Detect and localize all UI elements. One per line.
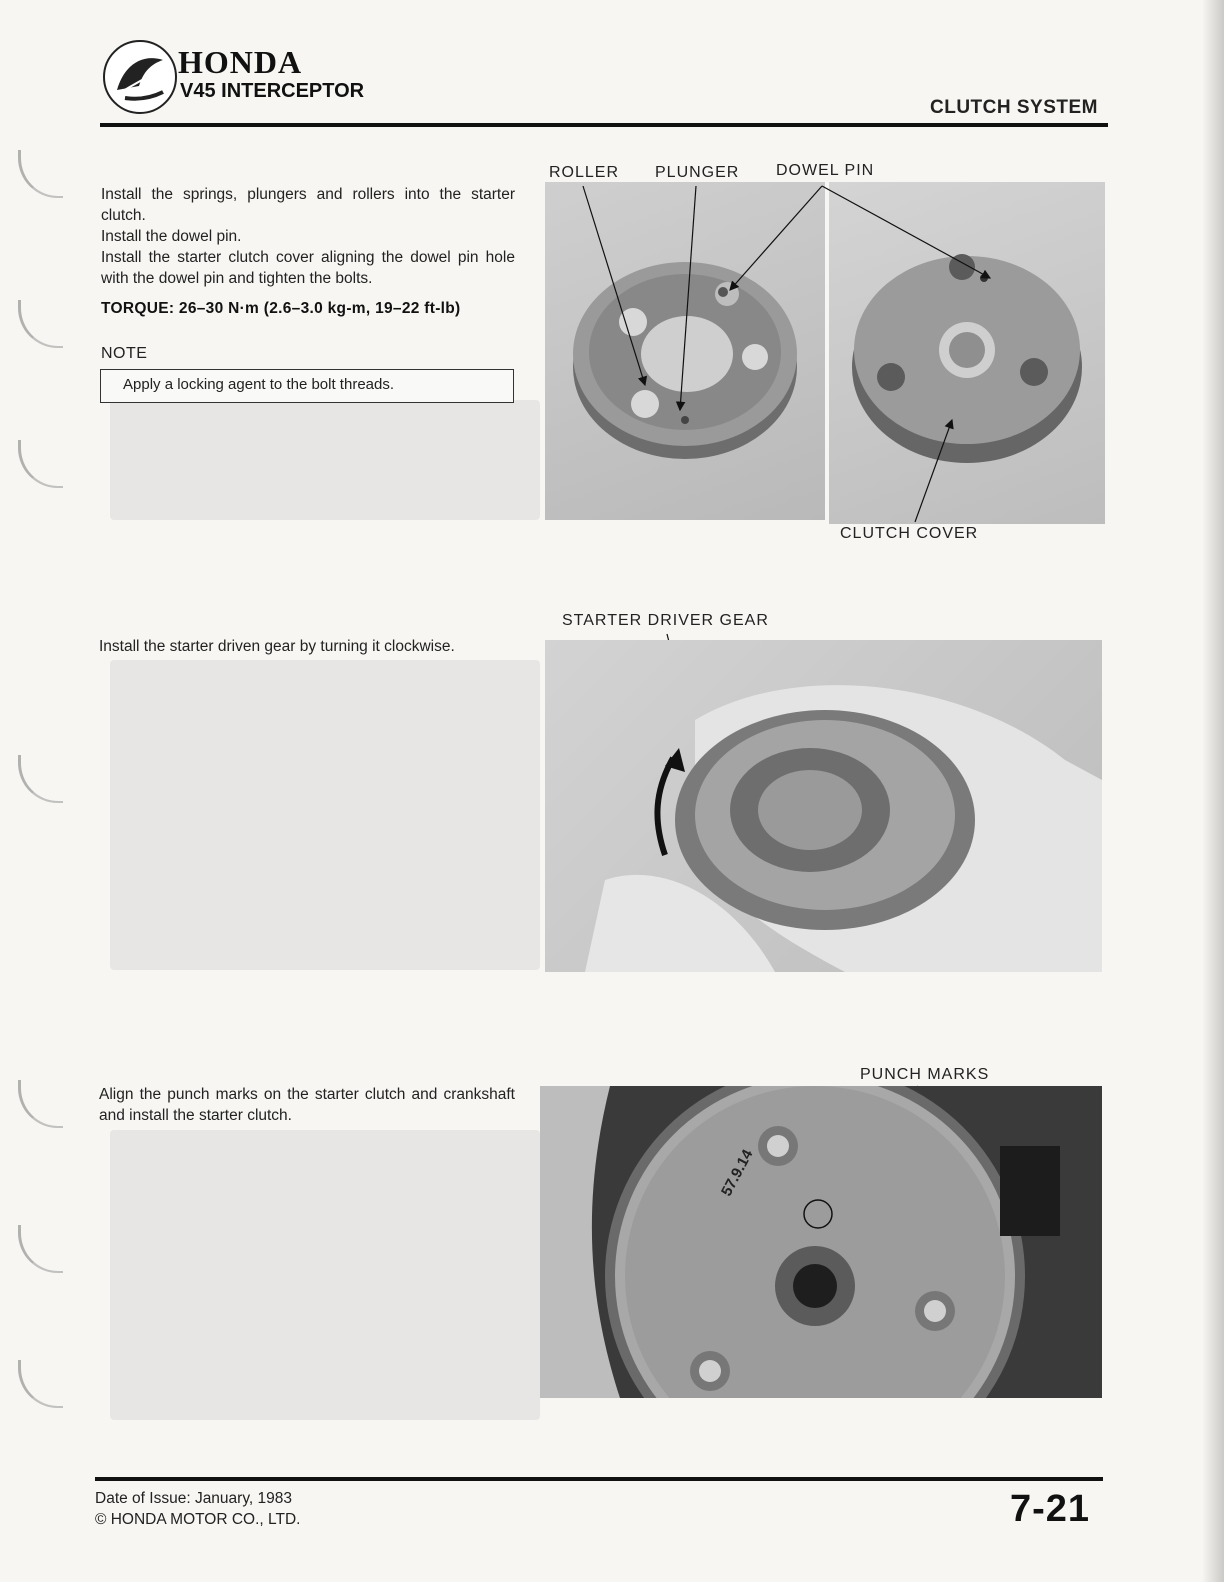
punch-marks-label: PUNCH MARKS bbox=[860, 1066, 990, 1083]
note-text: Apply a locking agent to the bolt threads. bbox=[123, 376, 395, 393]
step3-instructions: Align the punch marks on the starter clutch and crankshaft and install the starter clutch. bbox=[99, 1086, 515, 1124]
torque-spec: TORQUE: 26–30 N·m (2.6–3.0 kg-m, 19–22 ft-lb) bbox=[101, 300, 461, 317]
step1-line: Install the starter clutch cover aligning the dowel pin hole with the dowel pin and tighten the bolts. bbox=[101, 249, 515, 287]
clutch-cover-label: CLUTCH COVER bbox=[840, 525, 979, 542]
footer-info bbox=[95, 1488, 300, 1530]
step2-instructions: Install the starter driven gear by turning it clockwise. bbox=[99, 638, 455, 655]
note-label: NOTE bbox=[101, 345, 148, 362]
issue-date: Date of Issue: January, 1983 bbox=[95, 1490, 293, 1507]
plunger-label: PLUNGER bbox=[655, 164, 740, 181]
date-stamp: 57.9.14 bbox=[718, 1146, 757, 1199]
page-number: 7-21 bbox=[1010, 1488, 1091, 1530]
starter-driven-gear-photo bbox=[545, 640, 1102, 972]
starter-driver-gear-label: STARTER DRIVER GEAR bbox=[562, 612, 769, 629]
step1-line: Install the springs, plungers and rollers into the starter clutch. bbox=[101, 186, 515, 224]
copyright: © HONDA MOTOR CO., LTD. bbox=[95, 1511, 301, 1528]
section-title: CLUTCH SYSTEM bbox=[930, 97, 1098, 118]
brand-name: HONDA bbox=[178, 44, 303, 80]
dowel-pin-label: DOWEL PIN bbox=[776, 162, 875, 179]
footer-rule bbox=[95, 1477, 1103, 1481]
step1-line: Install the dowel pin. bbox=[101, 228, 242, 245]
starter-clutch-installed-photo bbox=[540, 1086, 1102, 1398]
roller-label: ROLLER bbox=[549, 164, 620, 181]
model-name: V45 INTERCEPTOR bbox=[180, 80, 365, 102]
